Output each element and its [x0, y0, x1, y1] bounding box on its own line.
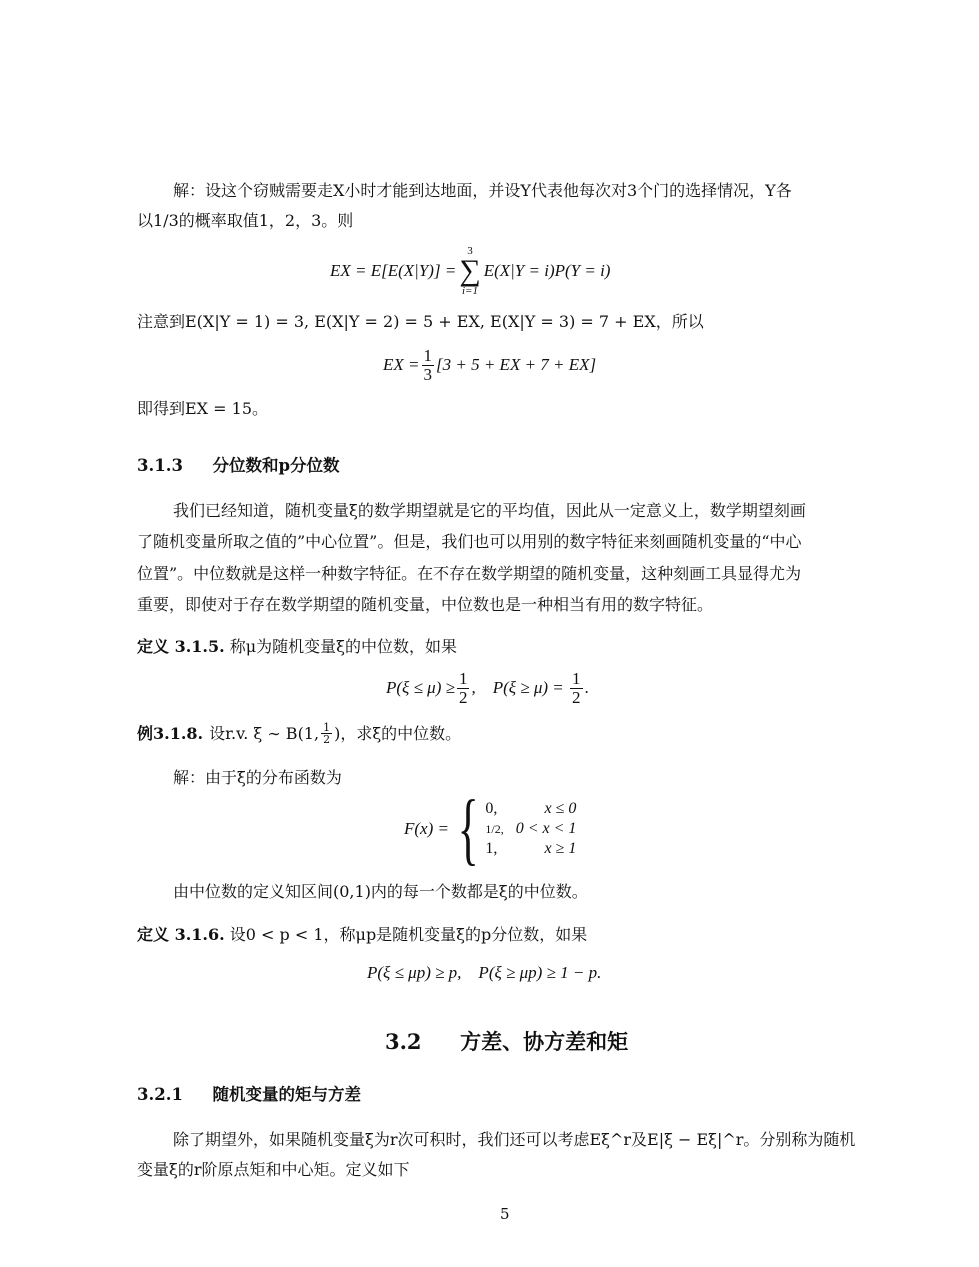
section-heading-3-2: [385, 1026, 628, 1056]
example-text-a: 设r.v. ξ ∼ B(1,: [209, 724, 320, 743]
solution-line-2: 以1/3的概率取值1，2，3。则: [137, 211, 354, 230]
fraction-numerator: 1: [572, 668, 581, 688]
eq2-lhs: EX =: [383, 355, 420, 374]
sum-symbol: [459, 245, 480, 297]
case-row: [479, 819, 582, 839]
section-number: 3.2: [385, 1029, 422, 1054]
note-line: 注意到E(X|Y = 1) = 3, E(X|Y = 2) = 5 + EX, E(X|Y = 3) = 7 + EX，所以: [137, 312, 704, 331]
left-brace-icon: {: [457, 785, 479, 873]
subsection-title: 分位数和p分位数: [212, 456, 340, 475]
fraction-one-half-small: [321, 722, 332, 745]
equation-distribution-function: [404, 787, 582, 871]
equation-median-condition: [386, 666, 589, 710]
eq1-lhs: EX = E[E(X|Y)] =: [330, 261, 457, 280]
equation-quantile-condition: P(ξ ≤ μp) ≥ p, P(ξ ≥ μp) ≥ 1 − p.: [367, 963, 602, 982]
case-condition: 0 < x < 1: [515, 820, 577, 837]
fraction-numerator: 1: [323, 721, 331, 734]
median-para-line-3: 位置”。中位数就是这样一种数字特征。在不存在数学期望的随机变量，这种刻画工具显得尤为: [137, 564, 802, 583]
definition-text: 称μ为随机变量ξ的中位数，如果: [229, 637, 457, 656]
fraction-one-half-b: [570, 670, 583, 707]
case-row: [479, 839, 582, 859]
definition-label: 定义 3.1.5.: [137, 637, 225, 656]
sigma-icon: ∑: [459, 254, 481, 287]
definition-3-1-6: [137, 920, 587, 949]
subsection-heading-3-2-1: [137, 1081, 361, 1105]
page-number: 5: [500, 1205, 510, 1223]
fraction-denominator: 2: [572, 687, 581, 707]
example-text-b: )，求ξ的中位数。: [334, 724, 462, 743]
definition-text: 设0 < p < 1，称μp是随机变量ξ的p分位数，如果: [229, 925, 588, 944]
result-line: 即得到EX = 15。: [137, 399, 269, 418]
case-row: [479, 799, 582, 819]
moments-para-line-2: 变量ξ的r阶原点矩和中心矩。定义如下: [137, 1160, 410, 1179]
eq3-part1: P(ξ ≤ μ) ≥: [386, 678, 455, 697]
subsection-heading-3-1-3: [137, 452, 339, 476]
eq1-rhs: E(X|Y = i)P(Y = i): [483, 261, 611, 280]
solution-line-1: 解：设这个窃贼需要走X小时才能到达地面，并设Y代表他每次对3个门的选择情况，Y各: [173, 181, 792, 200]
case-condition: x ≤ 0: [544, 800, 577, 817]
fraction-one-half-a: [457, 670, 470, 707]
case-value: 1/2,: [485, 821, 504, 836]
fraction-one-third: [422, 347, 435, 384]
case-value: 0,: [485, 800, 498, 817]
section-title: 方差、协方差和矩: [460, 1029, 629, 1054]
solution2-line: 解：由于ξ的分布函数为: [173, 768, 342, 787]
fraction-denominator: 2: [458, 687, 468, 707]
median-para-line-1: 我们已经知道，随机变量ξ的数学期望就是它的平均值，因此从一定意义上，数学期望刻画: [173, 501, 806, 520]
subsection-title: 随机变量的矩与方差: [212, 1085, 361, 1104]
example-label: 例3.1.8.: [137, 724, 204, 743]
moments-para-line-1: 除了期望外，如果随机变量ξ为r次可积时，我们还可以考虑Eξ^r及E|ξ − Eξ|^r。分别称为随机: [173, 1130, 856, 1149]
example-3-1-8: [137, 719, 461, 748]
cases-table: [479, 799, 582, 859]
fraction-numerator: 1: [423, 345, 432, 365]
subsection-number: 3.1.3: [137, 456, 183, 475]
equation-expectation-sum: [330, 244, 610, 298]
eq4-lhs: F(x) =: [404, 819, 449, 838]
eq2-rhs: [3 + 5 + EX + 7 + EX]: [436, 355, 597, 374]
subsection-number: 3.2.1: [137, 1085, 183, 1104]
sum-upper-limit: 3: [467, 245, 473, 257]
median-para-line-4: 重要，即使对于存在数学期望的随机变量，中位数也是一种相当有用的数字特征。: [137, 595, 714, 614]
definition-3-1-5: [137, 632, 457, 661]
conclusion-line: 由中位数的定义知区间(0,1)内的每一个数都是ξ的中位数。: [173, 882, 588, 901]
fraction-denominator: 2: [323, 733, 331, 746]
eq3-separator: , P(ξ ≥ μ) =: [471, 678, 569, 697]
equation-ex-average: [383, 345, 596, 385]
median-para-line-2: 了随机变量所取之值的”中心位置”。但是，我们也可以用别的数字特征来刻画随机变量的“中心: [137, 532, 802, 551]
case-value: 1,: [485, 840, 498, 857]
fraction-numerator: 1: [458, 668, 468, 688]
eq3-end: .: [584, 678, 589, 697]
fraction-denominator: 3: [423, 364, 432, 384]
definition-label: 定义 3.1.6.: [137, 925, 225, 944]
case-condition: x ≥ 1: [544, 840, 577, 857]
sum-lower-limit: i=1: [462, 285, 478, 297]
